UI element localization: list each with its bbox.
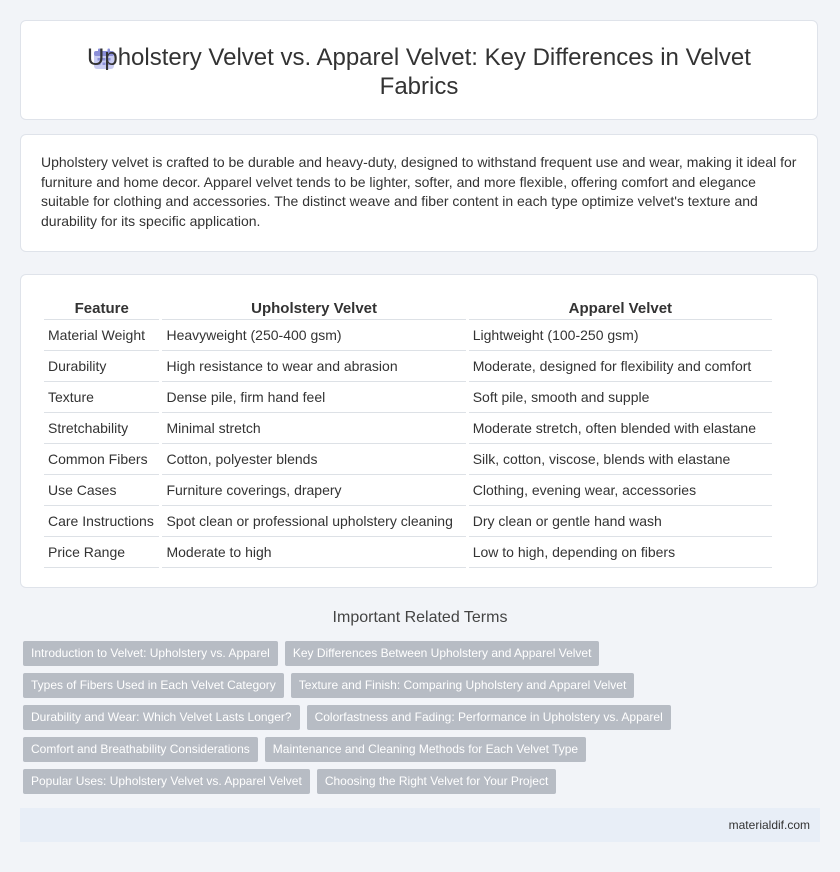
table-cell: Silk, cotton, viscose, blends with elastane bbox=[469, 444, 772, 475]
related-terms-title: Important Related Terms bbox=[332, 609, 508, 626]
table-cell: Dense pile, firm hand feel bbox=[162, 382, 465, 413]
tag-row bbox=[23, 641, 803, 666]
page-title: Upholstery Velvet vs. Apparel Velvet: Key Differences in Velvet Fabrics bbox=[87, 44, 751, 100]
table-cell: Moderate, designed for flexibility and comfort bbox=[469, 351, 772, 382]
table-cell: Lightweight (100-250 gsm) bbox=[469, 320, 772, 351]
table-cell: Care Instructions bbox=[44, 506, 159, 537]
header-card bbox=[20, 20, 818, 120]
column-header: Upholstery Velvet bbox=[162, 297, 465, 320]
table-cell: Texture bbox=[44, 382, 159, 413]
table-cell: Spot clean or professional upholstery cleaning bbox=[162, 506, 465, 537]
related-term-link[interactable]: Maintenance and Cleaning Methods for Each Velvet Type bbox=[265, 737, 586, 762]
related-terms-list bbox=[23, 641, 803, 801]
table-cell: Low to high, depending on fibers bbox=[469, 537, 772, 568]
table-row bbox=[44, 320, 772, 351]
related-term-link[interactable]: Key Differences Between Upholstery and Apparel Velvet bbox=[285, 641, 600, 666]
column-header: Apparel Velvet bbox=[469, 297, 772, 320]
footer bbox=[20, 808, 820, 842]
column-header: Feature bbox=[44, 297, 159, 320]
table-cell: Clothing, evening wear, accessories bbox=[469, 475, 772, 506]
related-term-link[interactable]: Colorfastness and Fading: Performance in Upholstery vs. Apparel bbox=[307, 705, 671, 730]
tag-row bbox=[23, 737, 803, 762]
table-row bbox=[44, 475, 772, 506]
table-cell: Dry clean or gentle hand wash bbox=[469, 506, 772, 537]
intro-paragraph: Upholstery velvet is crafted to be durable and heavy-duty, designed to withstand frequent use and wear, making it ideal for furniture and home decor. Apparel velvet tends to be lighter, softer, and more flexible, offering comfort and elegance suitable for clothing and accessories. The distinct weave and fiber content in each type optimize velvet's texture and durability for its specific application. bbox=[41, 154, 797, 229]
related-term-link[interactable]: Comfort and Breathability Considerations bbox=[23, 737, 258, 762]
table-row bbox=[44, 413, 772, 444]
table-cell: Use Cases bbox=[44, 475, 159, 506]
table-cell: Moderate stretch, often blended with elastane bbox=[469, 413, 772, 444]
table-cell: Price Range bbox=[44, 537, 159, 568]
table-cell: Furniture coverings, drapery bbox=[162, 475, 465, 506]
comparison-table bbox=[41, 297, 775, 568]
related-term-link[interactable]: Choosing the Right Velvet for Your Project bbox=[317, 769, 556, 794]
table-cell: Durability bbox=[44, 351, 159, 382]
tag-row bbox=[23, 705, 803, 730]
table-row bbox=[44, 444, 772, 475]
related-term-link[interactable]: Introduction to Velvet: Upholstery vs. Apparel bbox=[23, 641, 278, 666]
table-row bbox=[44, 382, 772, 413]
related-term-link[interactable]: Types of Fibers Used in Each Velvet Category bbox=[23, 673, 284, 698]
table-cell: Heavyweight (250-400 gsm) bbox=[162, 320, 465, 351]
table-cell: Soft pile, smooth and supple bbox=[469, 382, 772, 413]
table-header-row bbox=[44, 297, 772, 320]
table-row bbox=[44, 537, 772, 568]
tag-row bbox=[23, 673, 803, 698]
table-cell: Moderate to high bbox=[162, 537, 465, 568]
comparison-card bbox=[20, 274, 818, 588]
table-cell: Minimal stretch bbox=[162, 413, 465, 444]
table-cell: Material Weight bbox=[44, 320, 159, 351]
related-term-link[interactable]: Durability and Wear: Which Velvet Lasts Longer? bbox=[23, 705, 300, 730]
table-row bbox=[44, 506, 772, 537]
related-term-link[interactable]: Texture and Finish: Comparing Upholstery and Apparel Velvet bbox=[291, 673, 635, 698]
table-row bbox=[44, 351, 772, 382]
tag-row bbox=[23, 769, 803, 794]
table-cell: Cotton, polyester blends bbox=[162, 444, 465, 475]
table-cell: Common Fibers bbox=[44, 444, 159, 475]
intro-card bbox=[20, 134, 818, 252]
related-term-link[interactable]: Popular Uses: Upholstery Velvet vs. Apparel Velvet bbox=[23, 769, 310, 794]
table-cell: High resistance to wear and abrasion bbox=[162, 351, 465, 382]
footer-site-link[interactable]: materialdif.com bbox=[728, 818, 810, 832]
table-cell: Stretchability bbox=[44, 413, 159, 444]
